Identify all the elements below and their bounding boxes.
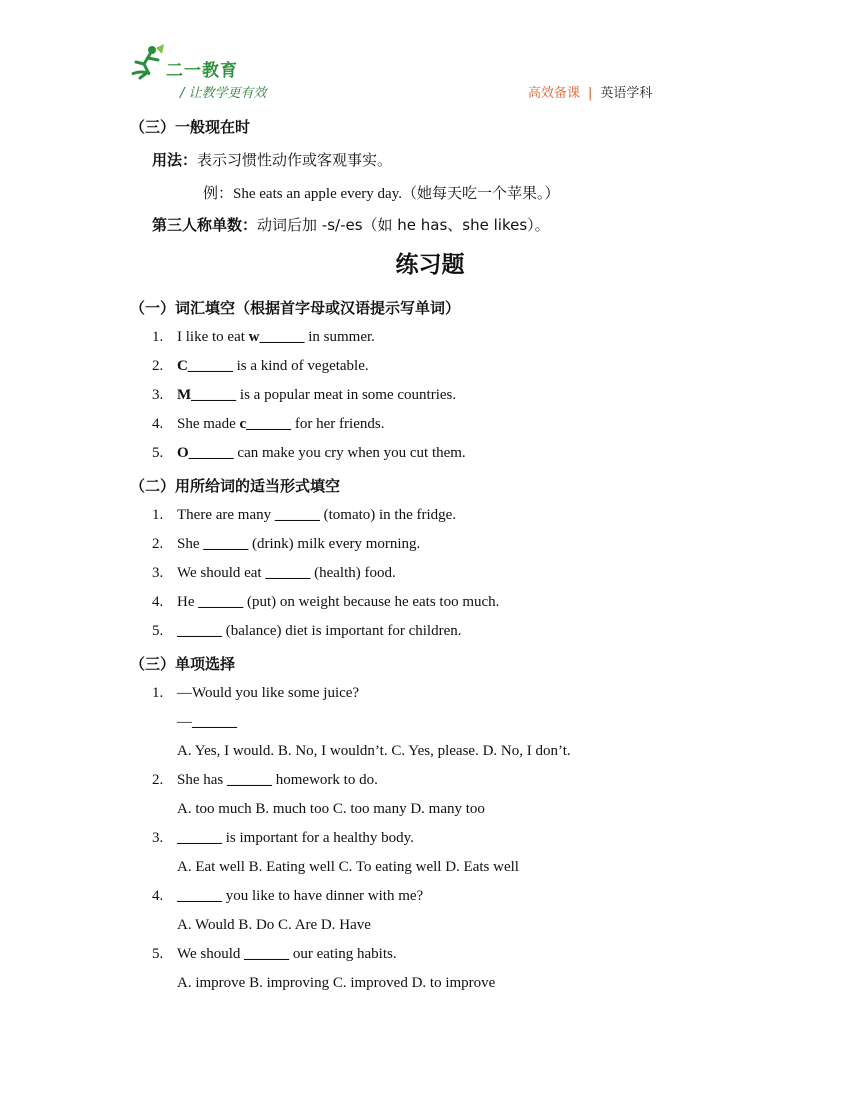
question-item (177, 445, 466, 462)
third-person-text: 动词后加 -s/-es（如 he has、she likes）。 (257, 216, 550, 234)
question-item (177, 623, 462, 640)
question-item (177, 387, 456, 404)
answer-blank[interactable]: ______ (274, 507, 320, 523)
answer-blank[interactable]: ______ (259, 329, 305, 345)
answer-blank[interactable]: ______ (203, 536, 249, 552)
question-post: our eating habits. (289, 946, 397, 962)
example-line (203, 182, 559, 203)
example-text: She eats an apple every day.（她每天吃一个苹果。） (233, 186, 560, 202)
item-number: 1. (152, 329, 164, 345)
first-letter-hint: M (177, 387, 192, 403)
item-number: 4. (152, 594, 164, 610)
answer-blank[interactable]: ______ (177, 623, 222, 639)
question-post: in summer. (304, 329, 375, 345)
first-letter-hint: w (248, 329, 260, 345)
question-item (177, 594, 499, 611)
item-number: 5. (152, 445, 164, 461)
brand-left: 高效备课 (528, 86, 581, 101)
question-post: is important for a healthy body. (222, 830, 414, 846)
page-header (0, 0, 860, 110)
question-post: homework to do. (272, 772, 378, 788)
section1-heading: （一）词汇填空（根据首字母或汉语提示写单词） (130, 299, 461, 317)
question-item (177, 772, 378, 789)
answer-blank[interactable]: ______ (191, 387, 237, 403)
question-pre: I like to eat (177, 329, 249, 345)
third-person-label: 第三人称单数： (152, 216, 258, 234)
item-number: 1. (152, 507, 164, 523)
usage-label: 用法： (152, 151, 198, 169)
question-item (177, 507, 456, 524)
question-item (177, 565, 396, 582)
answer-blank[interactable]: ______ (227, 772, 272, 788)
first-letter-hint: c (239, 416, 247, 432)
item-number: 5. (152, 623, 164, 639)
question-item (177, 329, 375, 346)
question-pre: She made (177, 416, 240, 432)
question-post: (put) on weight because he eats too much. (243, 594, 500, 610)
answer-blank[interactable]: ______ (246, 416, 292, 432)
item-number: 4. (152, 888, 164, 904)
answer-options: A. improve B. improving C. improved D. to improve (177, 975, 496, 991)
answer-options: A. Yes, I would. B. No, I wouldn’t. C. Yes, please. D. No, I don’t. (177, 743, 571, 759)
question-pre: She has (177, 772, 227, 788)
question-post: for her friends. (291, 416, 385, 432)
brand-right: 英语学科 (600, 86, 653, 101)
answer-blank[interactable]: ______ (265, 565, 311, 581)
logo-text: 二一教育 (166, 61, 238, 81)
question-pre: —Would you like some juice? (177, 685, 360, 701)
answer-blank[interactable]: ______ (198, 594, 244, 610)
section2-heading: （二）用所给词的适当形式填空 (130, 477, 341, 495)
grammar-heading: （三）一般现在时 (130, 118, 251, 136)
answer-blank[interactable]: ______ (188, 445, 234, 461)
reply-line (177, 714, 237, 731)
reply-dash: — (177, 714, 192, 730)
slogan: / 让教学更有效 (180, 86, 267, 101)
exercise-title: 练习题 (395, 252, 465, 278)
item-number: 5. (152, 946, 164, 962)
question-post: can make you cry when you cut them. (233, 445, 466, 461)
question-post: (tomato) in the fridge. (319, 507, 457, 523)
question-item (177, 830, 414, 847)
answer-blank[interactable]: ______ (192, 714, 237, 730)
answer-options: A. Eat well B. Eating well C. To eating well D. Eats well (177, 859, 519, 875)
answer-blank[interactable]: ______ (187, 358, 233, 374)
question-item (177, 416, 384, 433)
usage-text: 表示习惯性动作或客观事实。 (197, 151, 393, 169)
first-letter-hint: O (177, 445, 189, 461)
item-number: 2. (152, 772, 164, 788)
question-pre: She (177, 536, 204, 552)
question-pre: We should (177, 946, 245, 962)
answer-blank[interactable]: ______ (177, 830, 222, 846)
answer-blank[interactable]: ______ (244, 946, 290, 962)
usage-line (152, 149, 392, 170)
answer-options: A. too much B. much too C. too many D. many too (177, 801, 485, 817)
section3-heading: （三）单项选择 (130, 655, 236, 673)
first-letter-hint: C (177, 358, 188, 374)
question-pre: He (177, 594, 199, 610)
answer-options: A. Would B. Do C. Are D. Have (177, 917, 371, 933)
item-number: 3. (152, 830, 164, 846)
question-item (177, 358, 369, 375)
question-item (177, 536, 420, 553)
third-person-line (152, 214, 550, 235)
question-post: is a kind of vegetable. (232, 358, 369, 374)
item-number: 2. (152, 358, 164, 374)
item-number: 3. (152, 565, 164, 581)
brand-label (528, 82, 652, 101)
item-number: 3. (152, 387, 164, 403)
question-post: (health) food. (310, 565, 396, 581)
item-number: 1. (152, 685, 164, 701)
example-label: 例： (203, 184, 234, 202)
question-pre: There are many (177, 507, 275, 523)
question-pre: We should eat (177, 565, 266, 581)
question-post: you like to have dinner with me? (222, 888, 424, 904)
question-item (177, 685, 359, 702)
question-item (177, 946, 397, 963)
question-item (177, 888, 423, 905)
question-post: is a popular meat in some countries. (236, 387, 457, 403)
brand-separator: | (588, 86, 593, 101)
item-number: 4. (152, 416, 164, 432)
question-post: (drink) milk every morning. (248, 536, 421, 552)
item-number: 2. (152, 536, 164, 552)
answer-blank[interactable]: ______ (177, 888, 222, 904)
question-post: (balance) diet is important for children. (222, 623, 462, 639)
